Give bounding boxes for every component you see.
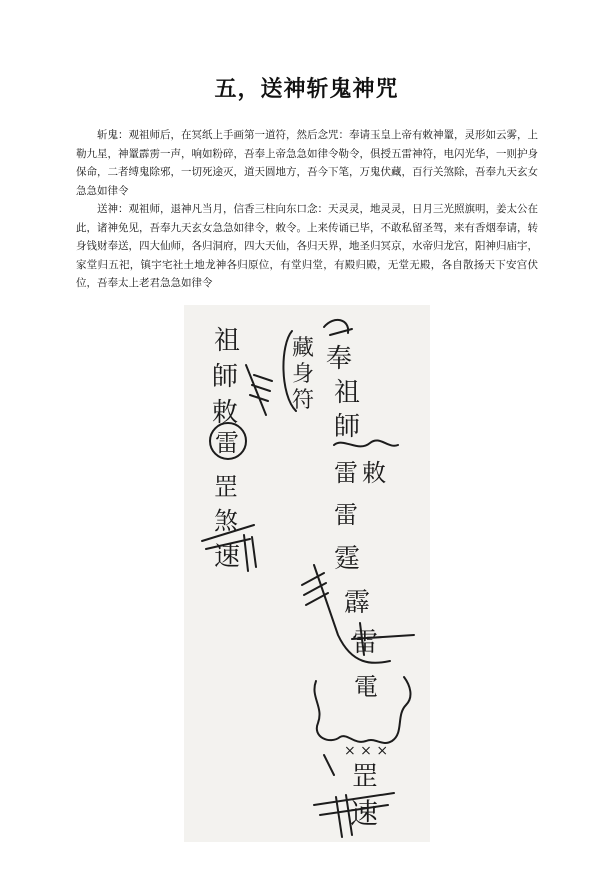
paragraph-song-shen: 送神：观祖师，退神凡当月，信香三柱向东口念：天灵灵，地灵灵，日月三光照旗明，姜太公在此，诸神免见，吾奉九天玄女急急如律令，敕令。上来传诵已毕，不敢私留圣驾，来有香烟奉请，转身钱财奉送，四大仙师，各归洞府，四大天仙，各归天界，地圣归冥京，水帝归龙宫，阳神归庙宇，家堂归五祀，镇宇宅社土地龙神各归原位，有堂归堂，有殿归殿，无堂无殿，各自散扬天下安宫伏位，吾奉太上老君急急如律令	[76, 203, 538, 289]
talisman-left-glyph-2: 敕	[212, 398, 239, 428]
talisman-drawing	[184, 305, 430, 842]
paragraph-zhan-gui: 斩鬼：观祖师后，在冥纸上手画第一道符，然后念咒：奉请玉皇上帝有敕神罿，灵形如云雾，上勒九星，神罿霹雳一声，响如粉碎，吾奉上帝急急如律令勒令，俱授五雷神符，电闪光华，一则护身保命，二者缚鬼除邪，一切死途灭，道天圆地方，吾今下笔，万鬼伏藏，百行关煞除，吾奉九天玄女急急如律令	[76, 129, 538, 197]
talisman-main-glyph-1: 祖	[334, 378, 361, 408]
talisman-main-column	[302, 320, 414, 837]
talisman-main-glyph-3: 雷	[334, 459, 358, 487]
talisman-main-glyph-6: 霆	[334, 544, 361, 574]
page-title: 五，送神斩鬼神咒	[214, 76, 399, 102]
talisman-cross-marks: × × ×	[344, 743, 389, 759]
talisman-left-glyph-4: 罡	[214, 473, 238, 501]
talisman-middle-glyph-1: 身	[292, 362, 315, 387]
talisman-top-mark	[324, 320, 352, 335]
talisman-main-glyph-0: 奉	[326, 344, 353, 374]
talisman-left-glyph-6: 速	[214, 542, 241, 572]
talisman-middle-glyph-2: 符	[292, 388, 315, 413]
talisman-left-glyph-5: 煞	[214, 507, 238, 535]
talisman-middle-column	[283, 331, 314, 413]
talisman-left-glyph-0: 祖	[214, 326, 241, 356]
talisman-main-glyph-4: 敕	[362, 459, 386, 487]
talisman-left-strokes	[202, 365, 272, 571]
body-text	[76, 126, 538, 293]
talisman-photo	[184, 305, 430, 842]
talisman-middle-glyph-0: 藏	[292, 336, 315, 361]
talisman-left-glyph-1: 師	[212, 362, 239, 392]
talisman-main-glyph-11: 速	[350, 797, 379, 830]
talisman-left-column	[202, 326, 272, 572]
talisman-main-glyph-7: 霹	[344, 588, 371, 618]
talisman-main-glyph-8: 雷	[352, 628, 379, 658]
talisman-main-glyph-2: 師	[334, 412, 361, 442]
talisman-left-glyph-3: 雷	[215, 429, 239, 457]
talisman-main-glyph-5: 雷	[334, 501, 358, 529]
talisman-main-glyph-9: 電	[354, 673, 378, 701]
talisman-main-glyph-10: 罡	[352, 762, 379, 792]
